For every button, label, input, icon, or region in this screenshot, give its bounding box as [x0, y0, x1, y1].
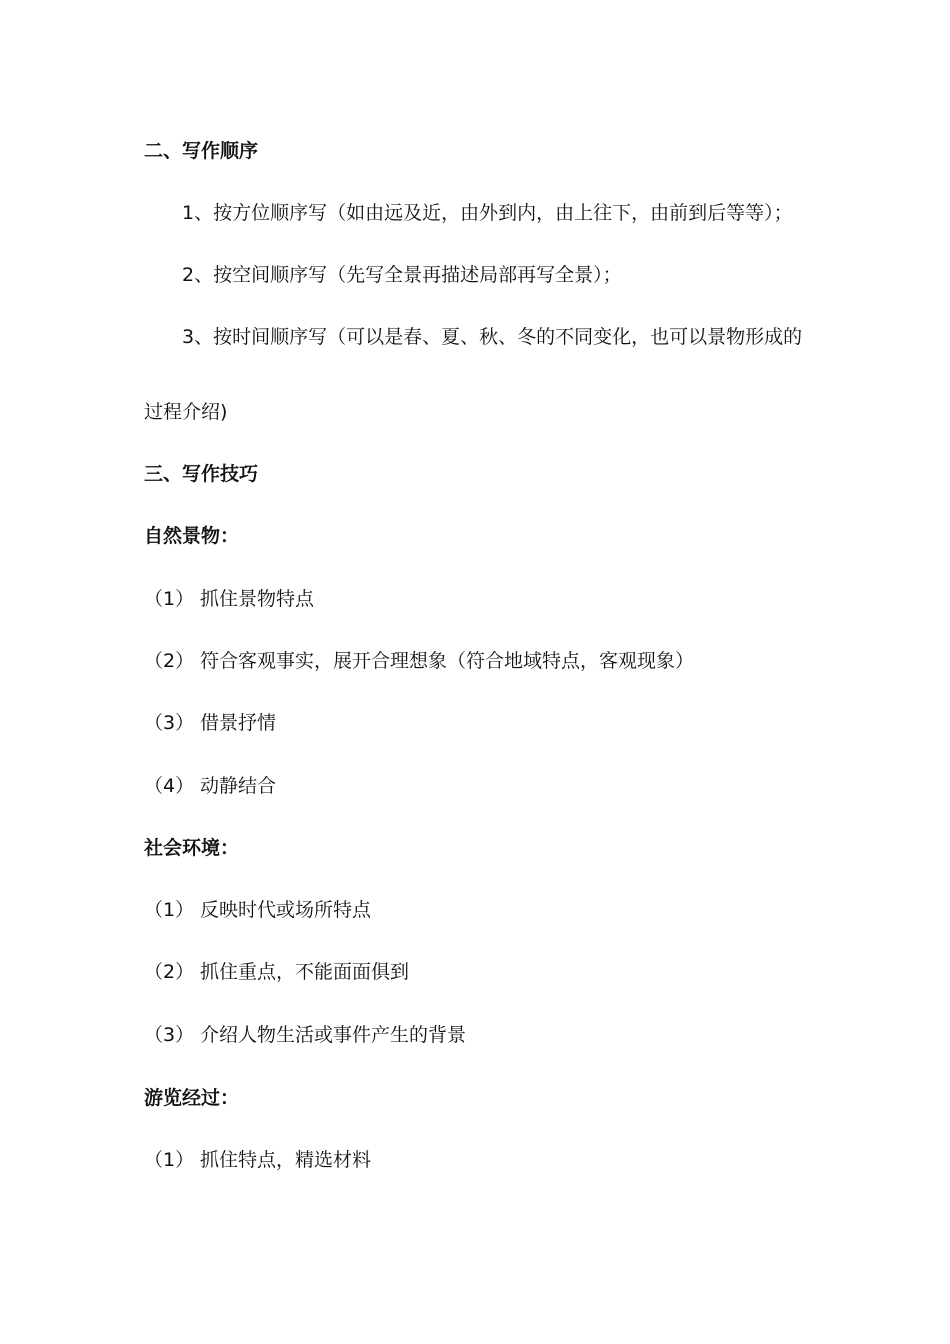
- list-item: [144, 587, 314, 611]
- list-item-text: 抓住景物特点: [200, 588, 315, 610]
- list-item-text: 抓住重点，不能面面俱到: [200, 961, 410, 983]
- writing-order-item-continuation: 过程介绍): [144, 401, 228, 423]
- list-item-number: （4）: [144, 775, 195, 797]
- list-item-text: 抓住特点，精选材料: [200, 1149, 372, 1171]
- list-item-number: （3）: [144, 712, 195, 734]
- group-title-tour-process: 游览经过：: [144, 1087, 240, 1109]
- list-item: [144, 774, 276, 798]
- list-item-text: 介绍人物生活或事件产生的背景: [200, 1024, 467, 1046]
- list-item-number: （2）: [144, 961, 195, 983]
- list-item: [144, 1023, 466, 1047]
- list-item-text: 动静结合: [200, 775, 277, 797]
- list-item-text: 反映时代或场所特点: [200, 899, 372, 921]
- list-item-text: 符合客观事实，展开合理想象（符合地域特点，客观现象）: [200, 650, 695, 672]
- writing-order-item: 3、按时间顺序写（可以是春、夏、秋、冬的不同变化，也可以景物形成的: [182, 326, 803, 348]
- list-item-text: 借景抒情: [200, 712, 277, 734]
- list-item-number: （1）: [144, 899, 195, 921]
- list-item: [144, 1148, 371, 1172]
- writing-order-item: 2、按空间顺序写（先写全景再描述局部再写全景）；: [182, 264, 622, 286]
- writing-order-item: 1、按方位顺序写（如由远及近，由外到内，由上往下，由前到后等等）；: [182, 202, 793, 224]
- list-item: [144, 898, 371, 922]
- list-item: [144, 649, 694, 673]
- section-heading-writing-order: 二、写作顺序: [144, 140, 259, 162]
- list-item-number: （1）: [144, 1149, 195, 1171]
- list-item: [144, 711, 276, 735]
- group-title-social-environment: 社会环境：: [144, 837, 240, 859]
- section-heading-writing-skills: 三、写作技巧: [144, 463, 259, 485]
- list-item: [144, 960, 409, 984]
- list-item-number: （3）: [144, 1024, 195, 1046]
- list-item-number: （2）: [144, 650, 195, 672]
- list-item-number: （1）: [144, 588, 195, 610]
- group-title-natural-scenery: 自然景物：: [144, 525, 240, 547]
